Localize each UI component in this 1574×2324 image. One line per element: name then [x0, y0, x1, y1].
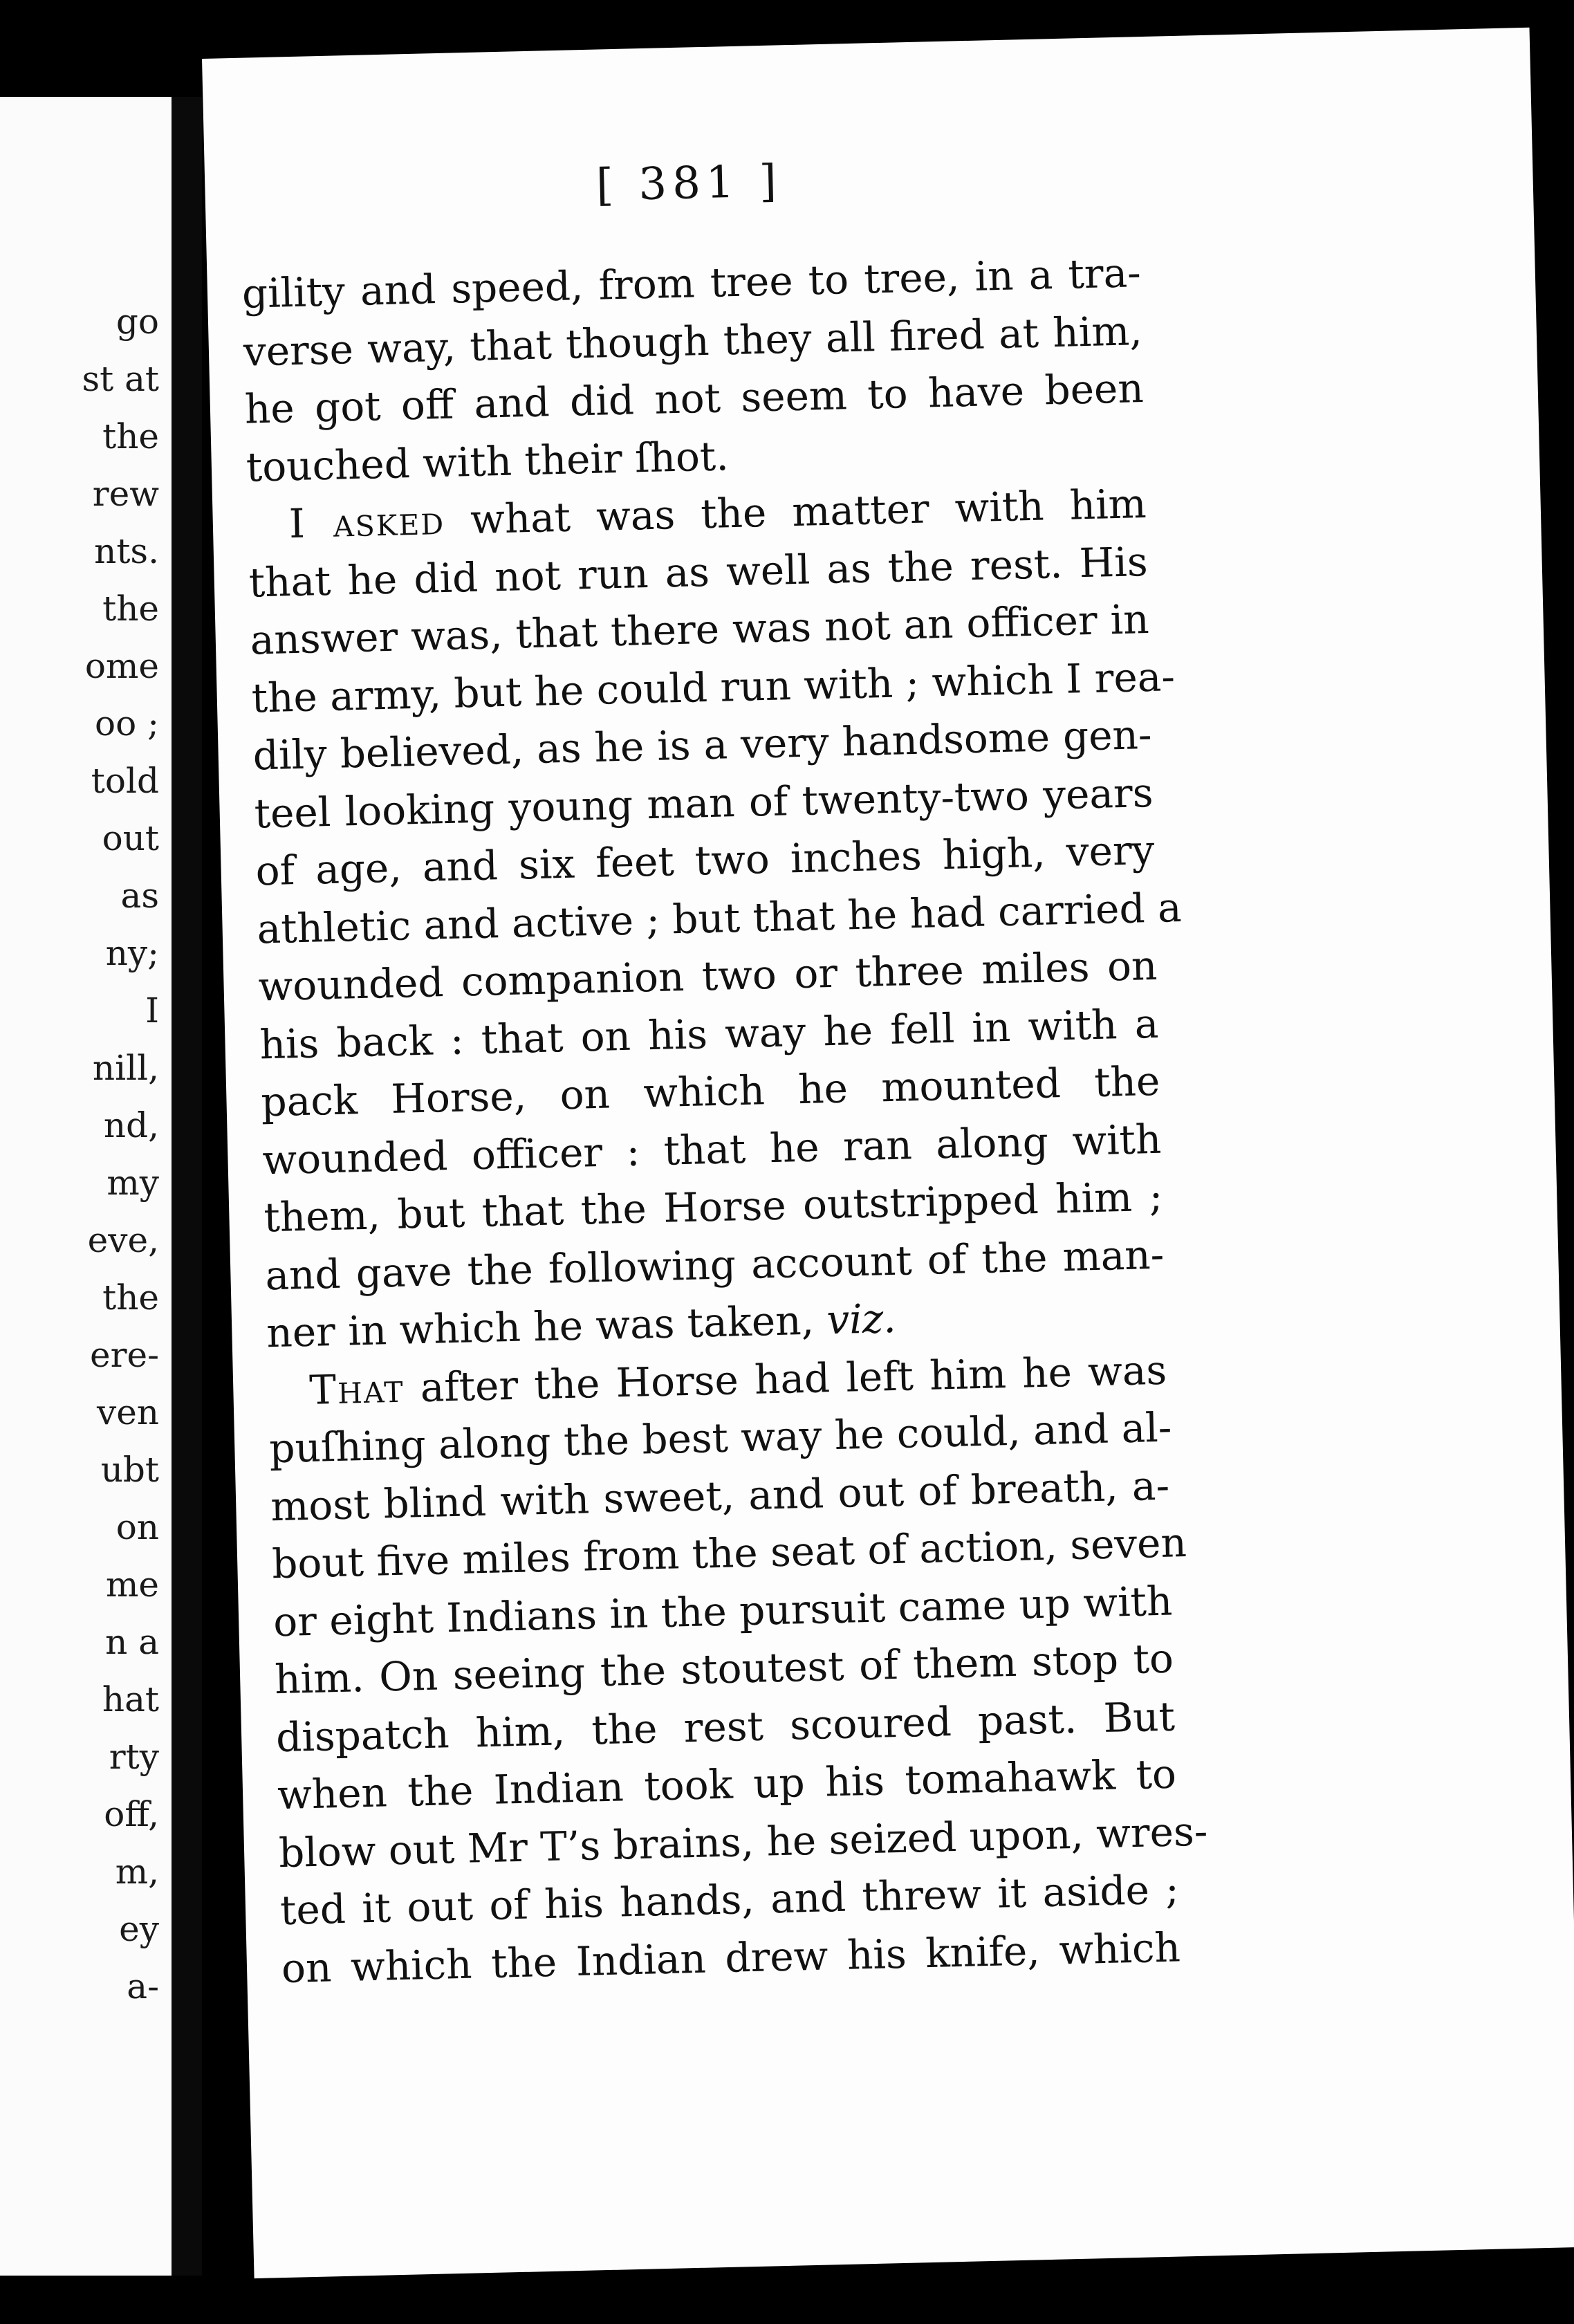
line-text: him. On seeing the stoutest of them stop to	[274, 1634, 1174, 1704]
line-text: ted it out of his hands, and threw it aside ;	[279, 1865, 1180, 1935]
line-text: when the Indian took up his tomahawk to	[277, 1750, 1177, 1819]
line-text: answer was, that there was not an officer in	[250, 595, 1150, 664]
body-text	[241, 244, 1209, 1998]
left-page-fragment: ere-	[90, 1335, 159, 1375]
left-page-fragment: my	[107, 1163, 159, 1203]
left-page-fragment: a-	[127, 1966, 159, 2007]
line-text: dispatch him, the rest scoured past. But	[275, 1693, 1176, 1761]
left-page-fragment: on	[115, 1507, 159, 1547]
italic-text: viz.	[826, 1294, 897, 1344]
line-text: them, but that the Horse outstripped him ;	[263, 1172, 1163, 1242]
line-text: that he did not run as well as the rest. His	[248, 537, 1149, 607]
line-text: pack Horse, on which he mounted the	[260, 1057, 1161, 1126]
line-text: athletic and active ; but that he had carried a	[256, 883, 1183, 952]
page-number: [ 381 ]	[595, 156, 783, 212]
left-page	[0, 97, 172, 2276]
right-page	[202, 28, 1574, 2278]
left-page-fragment: rew	[92, 474, 159, 514]
left-page-fragment: ey	[119, 1909, 159, 1949]
left-page-fragment: m,	[115, 1852, 159, 1892]
left-page-fragment: hat	[102, 1679, 159, 1719]
line-text: on which the Indian drew his knife, which	[281, 1923, 1181, 1992]
line-text: the army, but he could run with ; which I rea-	[250, 652, 1176, 722]
left-page-fragment: st at	[82, 359, 159, 399]
left-page-fragment: nill,	[92, 1048, 159, 1088]
left-page-fragment: nd,	[103, 1105, 159, 1145]
line-text: teel looking young man of twenty-two years	[253, 768, 1154, 838]
line-text: of age, and six feet two inches high, very	[254, 826, 1156, 895]
line-text: touched with their ſhot.	[246, 432, 730, 491]
line-text: or eight Indians in the pursuit came up with	[272, 1577, 1173, 1645]
line-text: ner in which he was taken,	[266, 1296, 815, 1357]
left-page-fragment: me	[105, 1565, 159, 1605]
left-page-fragment: the	[102, 589, 159, 629]
line-text: and gave the following account of the man-	[264, 1230, 1165, 1299]
paragraph-lead: That	[308, 1364, 405, 1414]
line-text: his back : that on his way he fell in with a	[259, 999, 1160, 1068]
left-page-fragment: as	[120, 876, 159, 916]
paragraph-lead: I asked	[288, 496, 445, 548]
line-text: he got off and did not seem to have been	[244, 365, 1145, 433]
line-text: bout five miles from the seat of action, seven	[271, 1519, 1187, 1588]
left-page-fragment: off,	[104, 1794, 159, 1834]
line-text: verse way, that though they all fired at him,	[243, 306, 1143, 376]
line-text: puſhing along the best way he could, and al-	[268, 1403, 1173, 1473]
left-page-fragment: told	[91, 761, 159, 801]
left-page-fragment: n a	[105, 1622, 159, 1662]
left-page-fragment: oo ;	[95, 703, 159, 744]
book-gutter	[172, 97, 202, 2276]
line-text: gility and speed, from tree to tree, in a tra-	[241, 249, 1142, 317]
left-page-fragment: ny;	[105, 933, 159, 973]
left-page-fragment: the	[102, 1278, 159, 1318]
left-page-fragment: ubt	[100, 1450, 159, 1490]
line-text: wounded officer : that he ran along with	[261, 1115, 1162, 1183]
left-page-fragment: rty	[109, 1737, 159, 1777]
left-page-fragment: eve,	[87, 1220, 159, 1260]
left-page-fragment: go	[115, 302, 159, 342]
left-page-fragment: out	[102, 818, 159, 858]
line-text: what was the matter with him	[470, 480, 1147, 544]
line-text: most blind with sweet, and out of breath, a-	[270, 1461, 1170, 1530]
left-page-fragment: nts.	[94, 531, 159, 571]
left-page-fragment: the	[102, 416, 159, 456]
left-page-fragment: ome	[84, 646, 159, 686]
left-page-fragment: ven	[96, 1392, 159, 1432]
line-text: wounded companion two or three miles on	[257, 941, 1158, 1011]
line-text: dily believed, as he is a very handsome gen-	[252, 710, 1153, 780]
left-page-fragment: I	[145, 990, 159, 1031]
line-text: blow out Mr T’s brains, he seized upon, wres-	[278, 1807, 1209, 1876]
line-text: after the Horse had left him he was	[419, 1346, 1167, 1411]
